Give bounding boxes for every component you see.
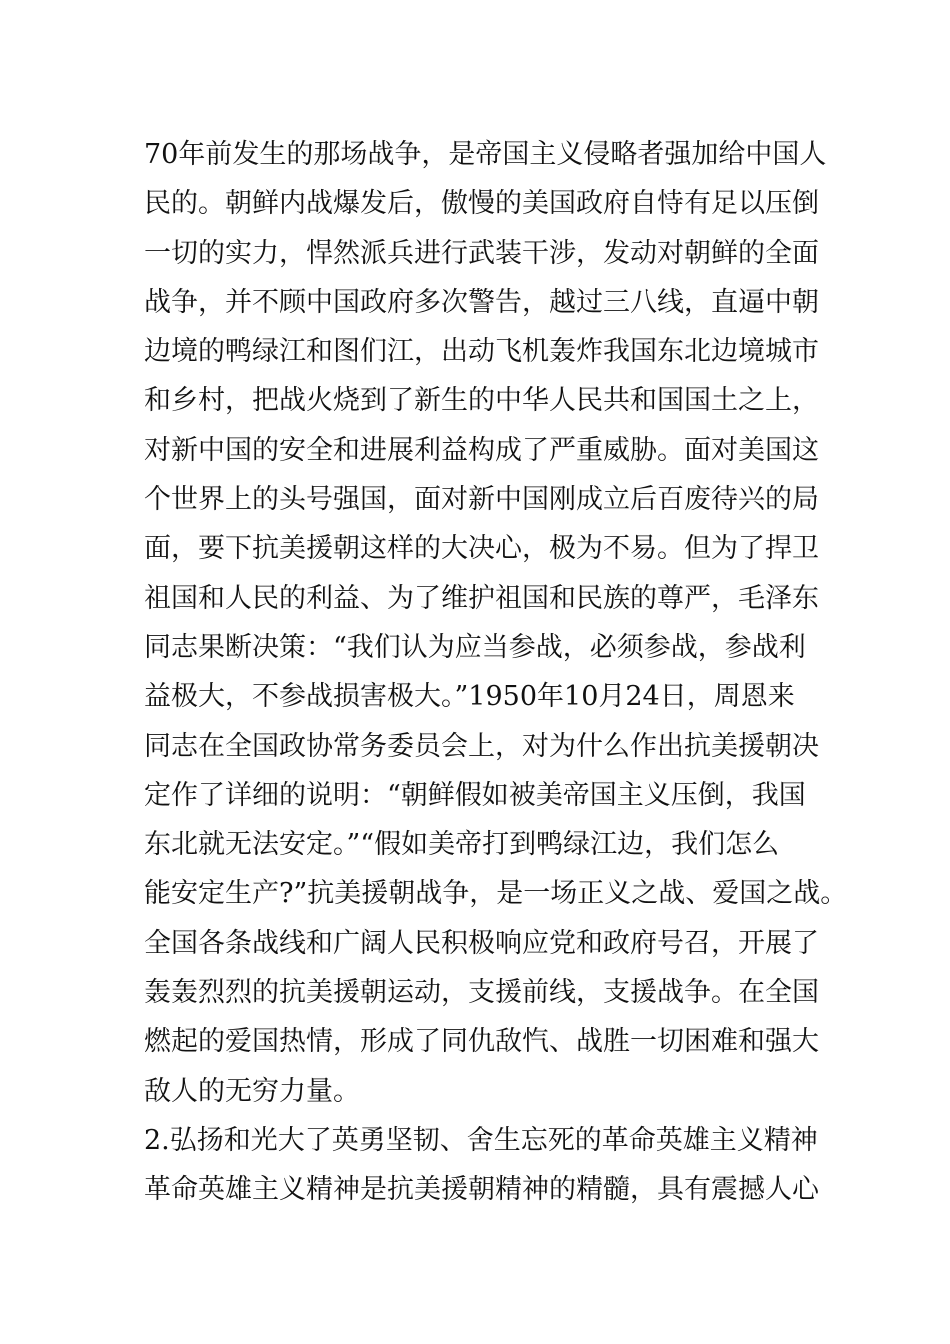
text-line: 东北就无法安定。”“假如美帝打到鸭绿江边，我们怎么: [144, 829, 780, 861]
text-line: 全国各条战线和广阔人民积极响应党和政府号召，开展了: [144, 927, 819, 959]
text-line: 和乡村，把战火烧到了新生的中华人民共和国国土之上，: [144, 385, 819, 417]
text-line: 能安定生产?”抗美援朝战争，是一场正义之战、爱国之战。: [144, 878, 848, 910]
text-line: 对新中国的安全和进展利益构成了严重威胁。面对美国这: [144, 434, 819, 466]
text-line: 边境的鸭绿江和图们江，出动飞机轰炸我国东北边境城市: [144, 336, 819, 368]
text-line: 敌人的无穷力量。: [144, 1075, 360, 1107]
text-line: 同志在全国政协常务委员会上，对为什么作出抗美援朝决: [144, 730, 819, 762]
text-line: 燃起的爱国热情，形成了同仇敌忾、战胜一切困难和强大: [144, 1026, 819, 1058]
text-line: 革命英雄主义精神是抗美援朝精神的精髓，具有震撼人心: [144, 1174, 819, 1206]
section-heading: 2.弘扬和光大了英勇坚韧、舍生忘死的革命英雄主义精神: [144, 1124, 818, 1156]
text-line: 祖国和人民的利益、为了维护祖国和民族的尊严，毛泽东: [144, 582, 819, 614]
text-line: 70年前发生的那场战争，是帝国主义侵略者强加给中国人: [144, 139, 827, 170]
text-line: 个世界上的头号强国，面对新中国刚成立后百废待兴的局: [144, 484, 819, 516]
text-line: 益极大，不参战损害极大。”1950年10月24日，周恩来: [144, 681, 795, 713]
text-line: 面，要下抗美援朝这样的大决心，极为不易。但为了捍卫: [144, 533, 819, 565]
text-line: 一切的实力，悍然派兵进行武装干涉，发动对朝鲜的全面: [144, 237, 819, 269]
text-line: 战争，并不顾中国政府多次警告，越过三八线，直逼中朝: [144, 286, 819, 318]
text-line: 同志果断决策：“我们认为应当参战，必须参战，参战利: [144, 631, 806, 663]
text-line: 民的。朝鲜内战爆发后，傲慢的美国政府自恃有足以压倒: [144, 188, 819, 220]
text-line: 定作了详细的说明：“朝鲜假如被美帝国主义压倒，我国: [144, 779, 806, 811]
text-line: 轰轰烈烈的抗美援朝运动，支援前线，支援战争。在全国: [144, 977, 819, 1009]
body-text: [144, 130, 848, 1215]
